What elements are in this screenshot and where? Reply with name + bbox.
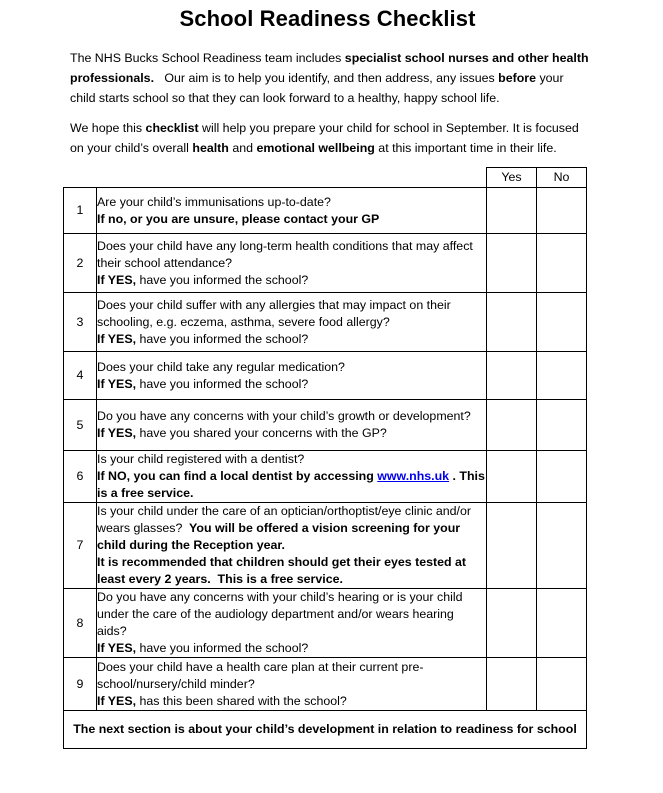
followup-text: have you shared your concerns with the GP? [136,426,387,440]
question-text: Do you have any concerns with your child’s hearing or is your child under the care of the audiology department and/or wears hearing aids? [97,590,463,638]
question-followup [97,693,486,710]
question-note: If no, or you are unsure, please contact your GP [97,211,380,226]
followup-text: have you informed the school? [136,331,309,346]
question-cell [97,234,487,293]
followup-prefix: If YES, [97,426,137,440]
followup-prefix: If YES, [97,331,137,346]
question-text: Is your child registered with a dentist? [97,452,305,466]
intro-2-text-a: We hope this [70,121,146,135]
table-row [64,352,587,400]
question-text: Is your child under the care of an optician/orthoptist/eye clinic and/or wears glasses? [97,504,475,535]
table-header-row [64,168,587,188]
intro-1-text-a: The NHS Bucks School Readiness team includes [70,51,345,65]
no-answer-cell[interactable] [537,293,587,352]
question-cell [97,451,487,503]
question-cell [97,658,487,711]
yes-answer-cell[interactable] [487,400,537,451]
intro-2-text-c: will help you prepare your child for school in September. It is focused on your child’s overall [70,121,579,155]
intro-2-text-f: emotional wellbeing [256,141,375,155]
question-text: Does your child suffer with any allergies that may impact on their schooling, e.g. eczema, asthma, severe food allergy? [97,297,451,329]
no-answer-cell[interactable] [537,451,587,503]
column-header-yes: Yes [487,168,537,188]
row-number: 1 [64,188,97,234]
yes-answer-cell[interactable] [487,293,537,352]
table-row [64,451,587,503]
yes-answer-cell[interactable] [487,589,537,658]
row-number: 3 [64,293,97,352]
question-cell [97,188,487,234]
row-number: 5 [64,400,97,451]
question-note: You will be offered a vision screening for your child during the Reception year. [97,521,464,552]
question-text: Do you have any concerns with your child’s growth or development? [97,409,471,423]
no-answer-cell[interactable] [537,589,587,658]
no-answer-cell[interactable] [537,658,587,711]
question-advice: It is recommended that children should get their eyes tested at least every 2 years. This is a free service. [97,555,470,586]
checklist-table [63,167,587,749]
intro-1-text-c: Our aim is to help you identify, and then address, any issues [154,71,499,85]
no-answer-cell[interactable] [537,503,587,589]
followup-prefix: If YES, [97,376,137,391]
nhs-website-link[interactable]: www.nhs.uk [377,469,450,483]
dentist-note-end: . This is a free service. [97,469,485,500]
intro-1-text-d: before [498,71,537,85]
question-cell [97,589,487,658]
question-followup [97,331,486,348]
question-text: Are your child’s immunisations up-to-date? [97,194,331,209]
question-followup [97,272,486,289]
question-cell [97,400,487,451]
question-note [97,468,486,502]
column-header-no: No [537,168,587,188]
intro-paragraph-1 [70,48,590,108]
question-text: Does your child have a health care plan at their current pre-school/nursery/child minder? [97,659,424,691]
table-row [64,293,587,352]
row-number: 4 [64,352,97,400]
question-text: Does your child take any regular medication? [97,359,345,374]
row-number: 9 [64,658,97,711]
row-number: 6 [64,451,97,503]
table-row [64,589,587,658]
yes-answer-cell[interactable] [487,234,537,293]
yes-answer-cell[interactable] [487,503,537,589]
row-number: 2 [64,234,97,293]
followup-prefix: If YES, [97,272,137,287]
dentist-note-text: If NO, you can find a local dentist by accessing [97,469,378,483]
no-answer-cell[interactable] [537,188,587,234]
next-section-note: The next section is about your child’s development in relation to readiness for school [64,711,587,749]
table-row [64,658,587,711]
page-title: School Readiness Checklist [179,6,476,31]
no-answer-cell[interactable] [537,234,587,293]
question-cell [97,293,487,352]
question-text: Does your child have any long-term health conditions that may affect their school attendance? [97,238,473,270]
intro-2-text-e: and [228,141,257,155]
followup-text: have you informed the school? [136,272,309,287]
row-number: 8 [64,589,97,658]
table-row [64,400,587,451]
question-followup [97,376,486,393]
table-row [64,234,587,293]
intro-1-text-b: specialist school nurses and other health professionals. [70,51,589,85]
row-number: 7 [64,503,97,589]
yes-answer-cell[interactable] [487,352,537,400]
intro-2-text-d: health [192,141,229,155]
table-row [64,503,587,589]
followup-text: has this been shared with the school? [136,693,347,708]
no-answer-cell[interactable] [537,352,587,400]
intro-1-text-e: your child starts school so that they can look forward to a healthy, happy school life. [70,71,564,105]
footer-row [64,711,587,749]
question-followup [97,640,486,657]
question-followup [97,425,486,442]
question-cell [97,352,487,400]
followup-prefix: If YES, [97,693,137,708]
yes-answer-cell[interactable] [487,188,537,234]
intro-2-text-b: checklist [145,121,199,135]
no-answer-cell[interactable] [537,400,587,451]
followup-prefix: If YES, [97,641,137,655]
followup-text: have you informed the school? [136,641,309,655]
intro-paragraph-2 [70,118,590,158]
table-row [64,188,587,234]
yes-answer-cell[interactable] [487,451,537,503]
yes-answer-cell[interactable] [487,658,537,711]
question-cell [97,503,487,589]
intro-2-text-g: at this important time in their life. [374,141,557,155]
question-text-with-note [97,503,486,554]
followup-text: have you informed the school? [136,376,309,391]
header-blank-cell [64,168,487,188]
